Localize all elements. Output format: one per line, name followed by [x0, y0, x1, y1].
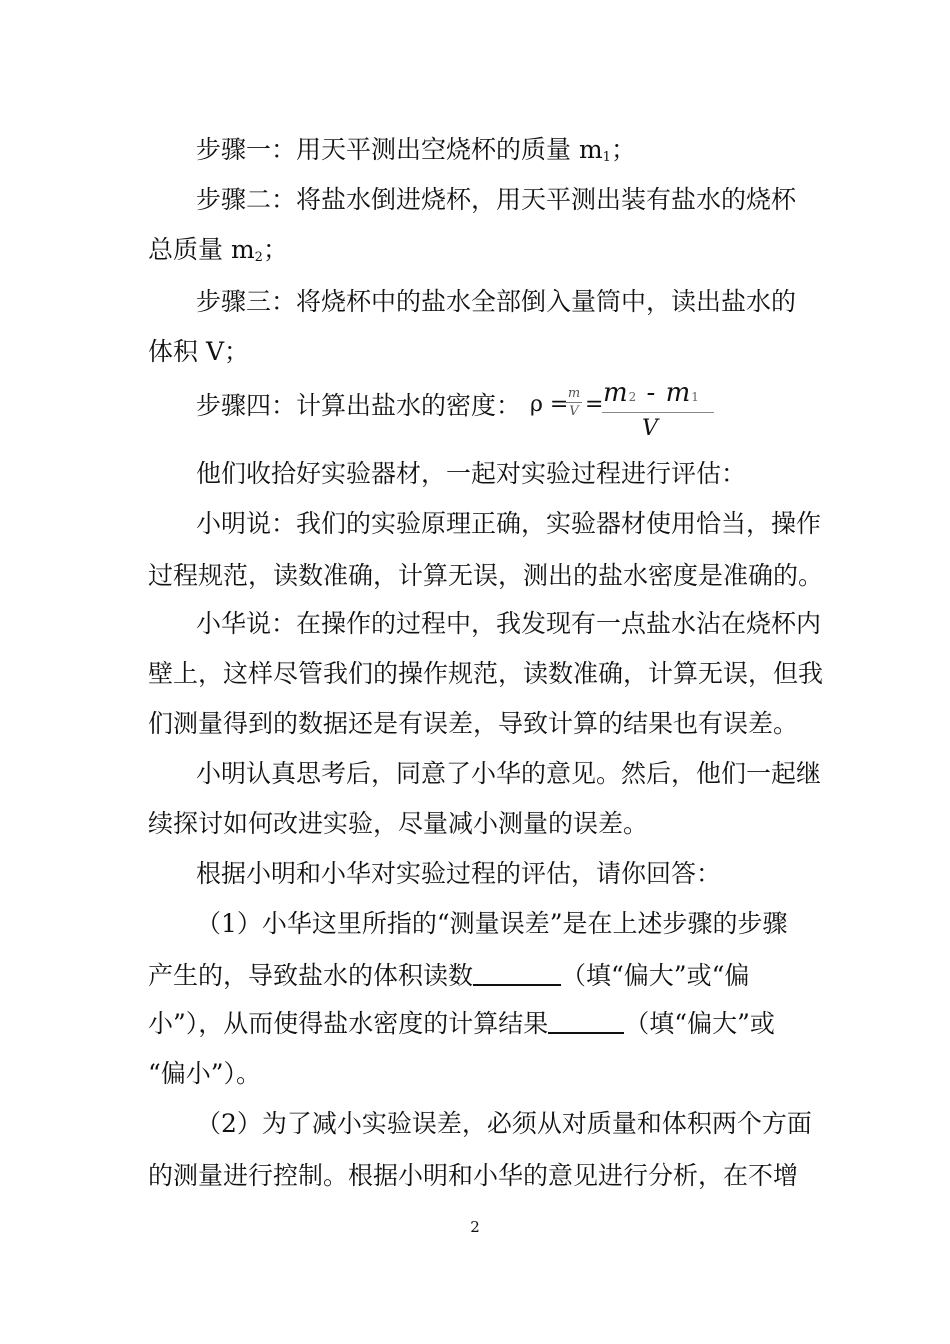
para4-line1: 小明认真思考后，同意了小华的意见。然后，他们一起继 [196, 759, 822, 788]
para3-line1: 小华说：在操作的过程中，我发现有一点盐水沾在烧杯内 [196, 609, 822, 638]
formula-fraction-bar [602, 412, 714, 413]
answer-blank-volume[interactable] [473, 960, 561, 986]
step2-subscript: 2 [254, 250, 263, 265]
para4-line2: 续探讨如何改进实验，尽量减小测量的误差。 [148, 809, 649, 838]
page-number: 2 [470, 1218, 480, 1236]
step2-line1: 步骤二：将盐水倒进烧杯，用天平测出装有盐水的烧杯 [196, 185, 797, 214]
para3-line3: 们测量得到的数据还是有误差，导致计算的结果也有误差。 [148, 709, 799, 738]
para2-line1: 小明说：我们的实验原理正确，实验器材使用恰当，操作 [196, 509, 822, 538]
step3-line2: 体积 V； [148, 337, 250, 366]
step2-line2 [148, 234, 288, 266]
answer-blank-density[interactable] [548, 1008, 624, 1034]
para2-line2: 过程规范，读数准确，计算无误，测出的盐水密度是准确的。 [148, 561, 824, 590]
step2-line2-text: 总质量 m [148, 235, 255, 264]
step1-line [196, 134, 636, 166]
formula-small-numerator: m [567, 386, 581, 401]
step1-text: 步骤一：用天平测出空烧杯的质量 m [196, 135, 603, 164]
q1-line2-hint: （填“偏大”或“偏 [561, 961, 750, 990]
para1: 他们收拾好实验器材，一起对实验过程进行评估： [196, 459, 747, 488]
q1-line4: “偏小”）。 [148, 1059, 262, 1088]
q1-line3-text: 小”），从而使得盐水密度的计算结果 [148, 1009, 549, 1038]
q2-line2: 的测量进行控制。根据小明和小华的意见进行分析，在不增 [148, 1161, 799, 1190]
step1-subscript: 1 [602, 150, 611, 165]
step4-text: 步骤四：计算出盐水的密度： [196, 391, 522, 420]
para3-line2: 壁上，这样尽管我们的操作规范，读数准确，计算无误，但我 [148, 659, 824, 688]
formula-small-fraction [566, 386, 582, 419]
q2-line1: （2）为了减小实验误差，必须从对质量和体积两个方面 [196, 1109, 812, 1138]
formula-equals: = [585, 392, 604, 417]
q1-line2 [148, 960, 749, 992]
q1-line3-hint: （填“偏大”或 [624, 1009, 775, 1038]
density-formula [530, 380, 700, 444]
q1-line3 [148, 1008, 775, 1040]
formula-rho: ρ = [530, 392, 569, 417]
q1-line2-text: 产生的，导致盐水的体积读数 [148, 961, 474, 990]
formula-numerator: m2 - m1 [603, 378, 700, 408]
formula-small-denominator: V [569, 404, 579, 419]
step1-end: ； [610, 135, 636, 164]
formula-denominator: V [642, 416, 658, 441]
q1-line1: （1）小华这里所指的“测量误差”是在上述步骤的步骤 [196, 909, 788, 938]
para5: 根据小明和小华对实验过程的评估，请你回答： [196, 859, 722, 888]
step3-line1: 步骤三：将烧杯中的盐水全部倒入量筒中，读出盐水的 [196, 287, 797, 316]
step2-end: ； [262, 235, 288, 264]
